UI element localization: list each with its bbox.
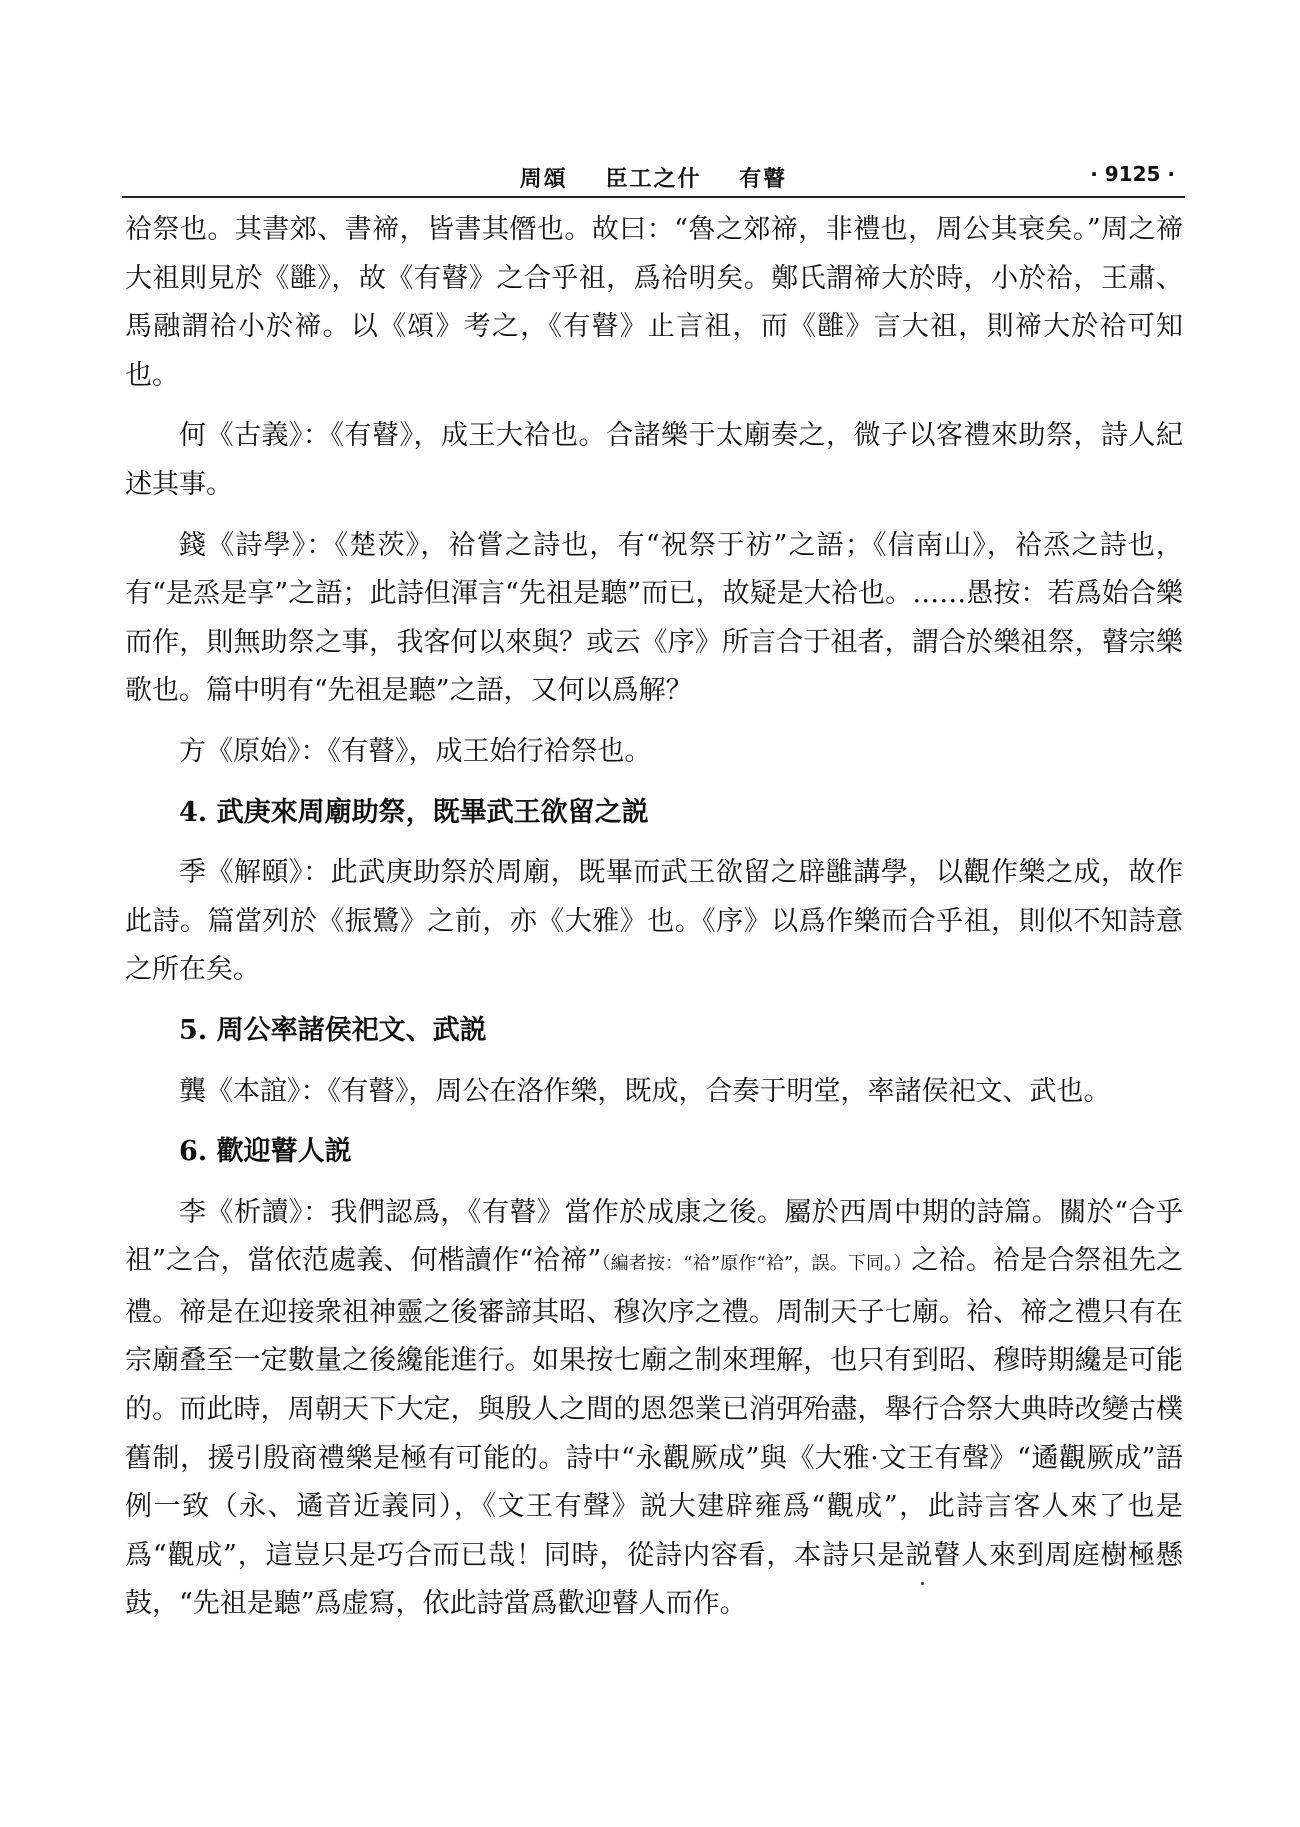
running-header: [122, 158, 1185, 196]
header-rule: [122, 196, 1185, 198]
paragraph-li-xidu-part2: 之祫。祫是合祭祖先之禮。禘是在迎接衆祖神靈之後審諦其昭、穆次序之禮。周制天子七廟。祫、禘之禮只有在宗廟叠至一定數量之後纔能進行。如果按七廟之制來理解，也只有到昭、穆時期纔是可能的。而此時，周朝天下大定，與殷人之間的恩怨業已消弭殆盡，舉行合祭大典時改變古樸舊制，援引殷商禮樂是極有可能的。詩中“永觀厥成”與《大雅·文王有聲》“遹觀厥成”語例一致（永、遹音近義同），《文王有聲》説大建辟雍爲“觀成”，此詩言客人來了也是爲“觀成”，這豈只是巧合而已哉！同時，從詩内容看，本詩只是説瞽人來到周庭樹極懸鼓，“先祖是聽”爲虚寫，依此詩當爲歡迎瞽人而作。: [125, 1245, 1184, 1620]
paragraph-ji-jieyi: 季《解頤》：此武庚助祭於周廟，既畢而武王欲留之辟雝講學，以觀作樂之成，故作此詩。篇當列於《振鷺》之前，亦《大雅》也。《序》以爲作樂而合乎祖，則似不知詩意之所在矣。: [125, 857, 1183, 986]
paragraph-gong-benyi: 龔《本誼》：《有瞽》，周公在洛作樂，既成，合奏于明堂，率諸侯祀文、武也。: [179, 1075, 1111, 1107]
paragraph-continuation: 祫祭也。其書郊、書禘，皆書其僭也。故曰：“魯之郊禘，非禮也，周公其衰矣。”周之禘大祖則見於《雝》，故《有瞽》之合乎祖，爲祫明矣。鄭氏謂禘大於時，小於祫，王肅、馬融謂祫小於禘。以《頌》考之，《有瞽》止言祖，而《雝》言大祖，則禘大於祫可知也。: [125, 214, 1183, 391]
paragraph-li-xidu: [125, 1189, 1183, 1629]
paragraph-qian-shixue: 錢《詩學》：《楚茨》，祫嘗之詩也，有“祝祭于祊”之語；《信南山》，祫烝之詩也，有“是烝是享”之語；此詩但渾言“先祖是聽”而已，故疑是大祫也。……愚按：若爲始合樂而作，則無助祭之事，我客何以來與？或云《序》所言合于祖者，謂合於樂祖祭，瞽宗樂歌也。篇中明有“先祖是聽”之語，又何以爲解？: [125, 529, 1183, 707]
header-poem: 有瞽: [739, 167, 788, 192]
editor-note: （編者按：“祫”原作“袷”，誤。下同。）: [601, 1253, 912, 1275]
section-heading-5: 5. 周公率諸侯祀文、武説: [179, 1014, 487, 1046]
print-speck: [921, 1582, 924, 1585]
page-number: · 9125 ·: [1090, 162, 1175, 186]
header-title: [122, 162, 1185, 193]
section-heading-6: 6. 歡迎瞽人説: [179, 1136, 352, 1168]
header-chapter: 臣工之什: [605, 167, 702, 192]
paragraph-he-guyi: 何《古義》：《有瞽》，成王大祫也。合諸樂于太廟奏之，微子以客禮來助祭，詩人紀述其事。: [125, 420, 1183, 500]
body-text: [125, 206, 1183, 1641]
paragraph-fang-yuanshi: 方《原始》：《有瞽》，成王始行祫祭也。: [179, 735, 652, 767]
section-heading-4: 4. 武庚來周廟助祭，既畢武王欲留之説: [179, 796, 649, 828]
paragraph-li-xidu-part1: 李《析讀》：我們認爲，《有瞽》當作於成康之後。屬於西周中期的詩篇。關於“合乎祖”之合，當依范處義、何楷讀作“祫禘”: [125, 1196, 1183, 1277]
header-section: 周頌: [519, 167, 568, 192]
